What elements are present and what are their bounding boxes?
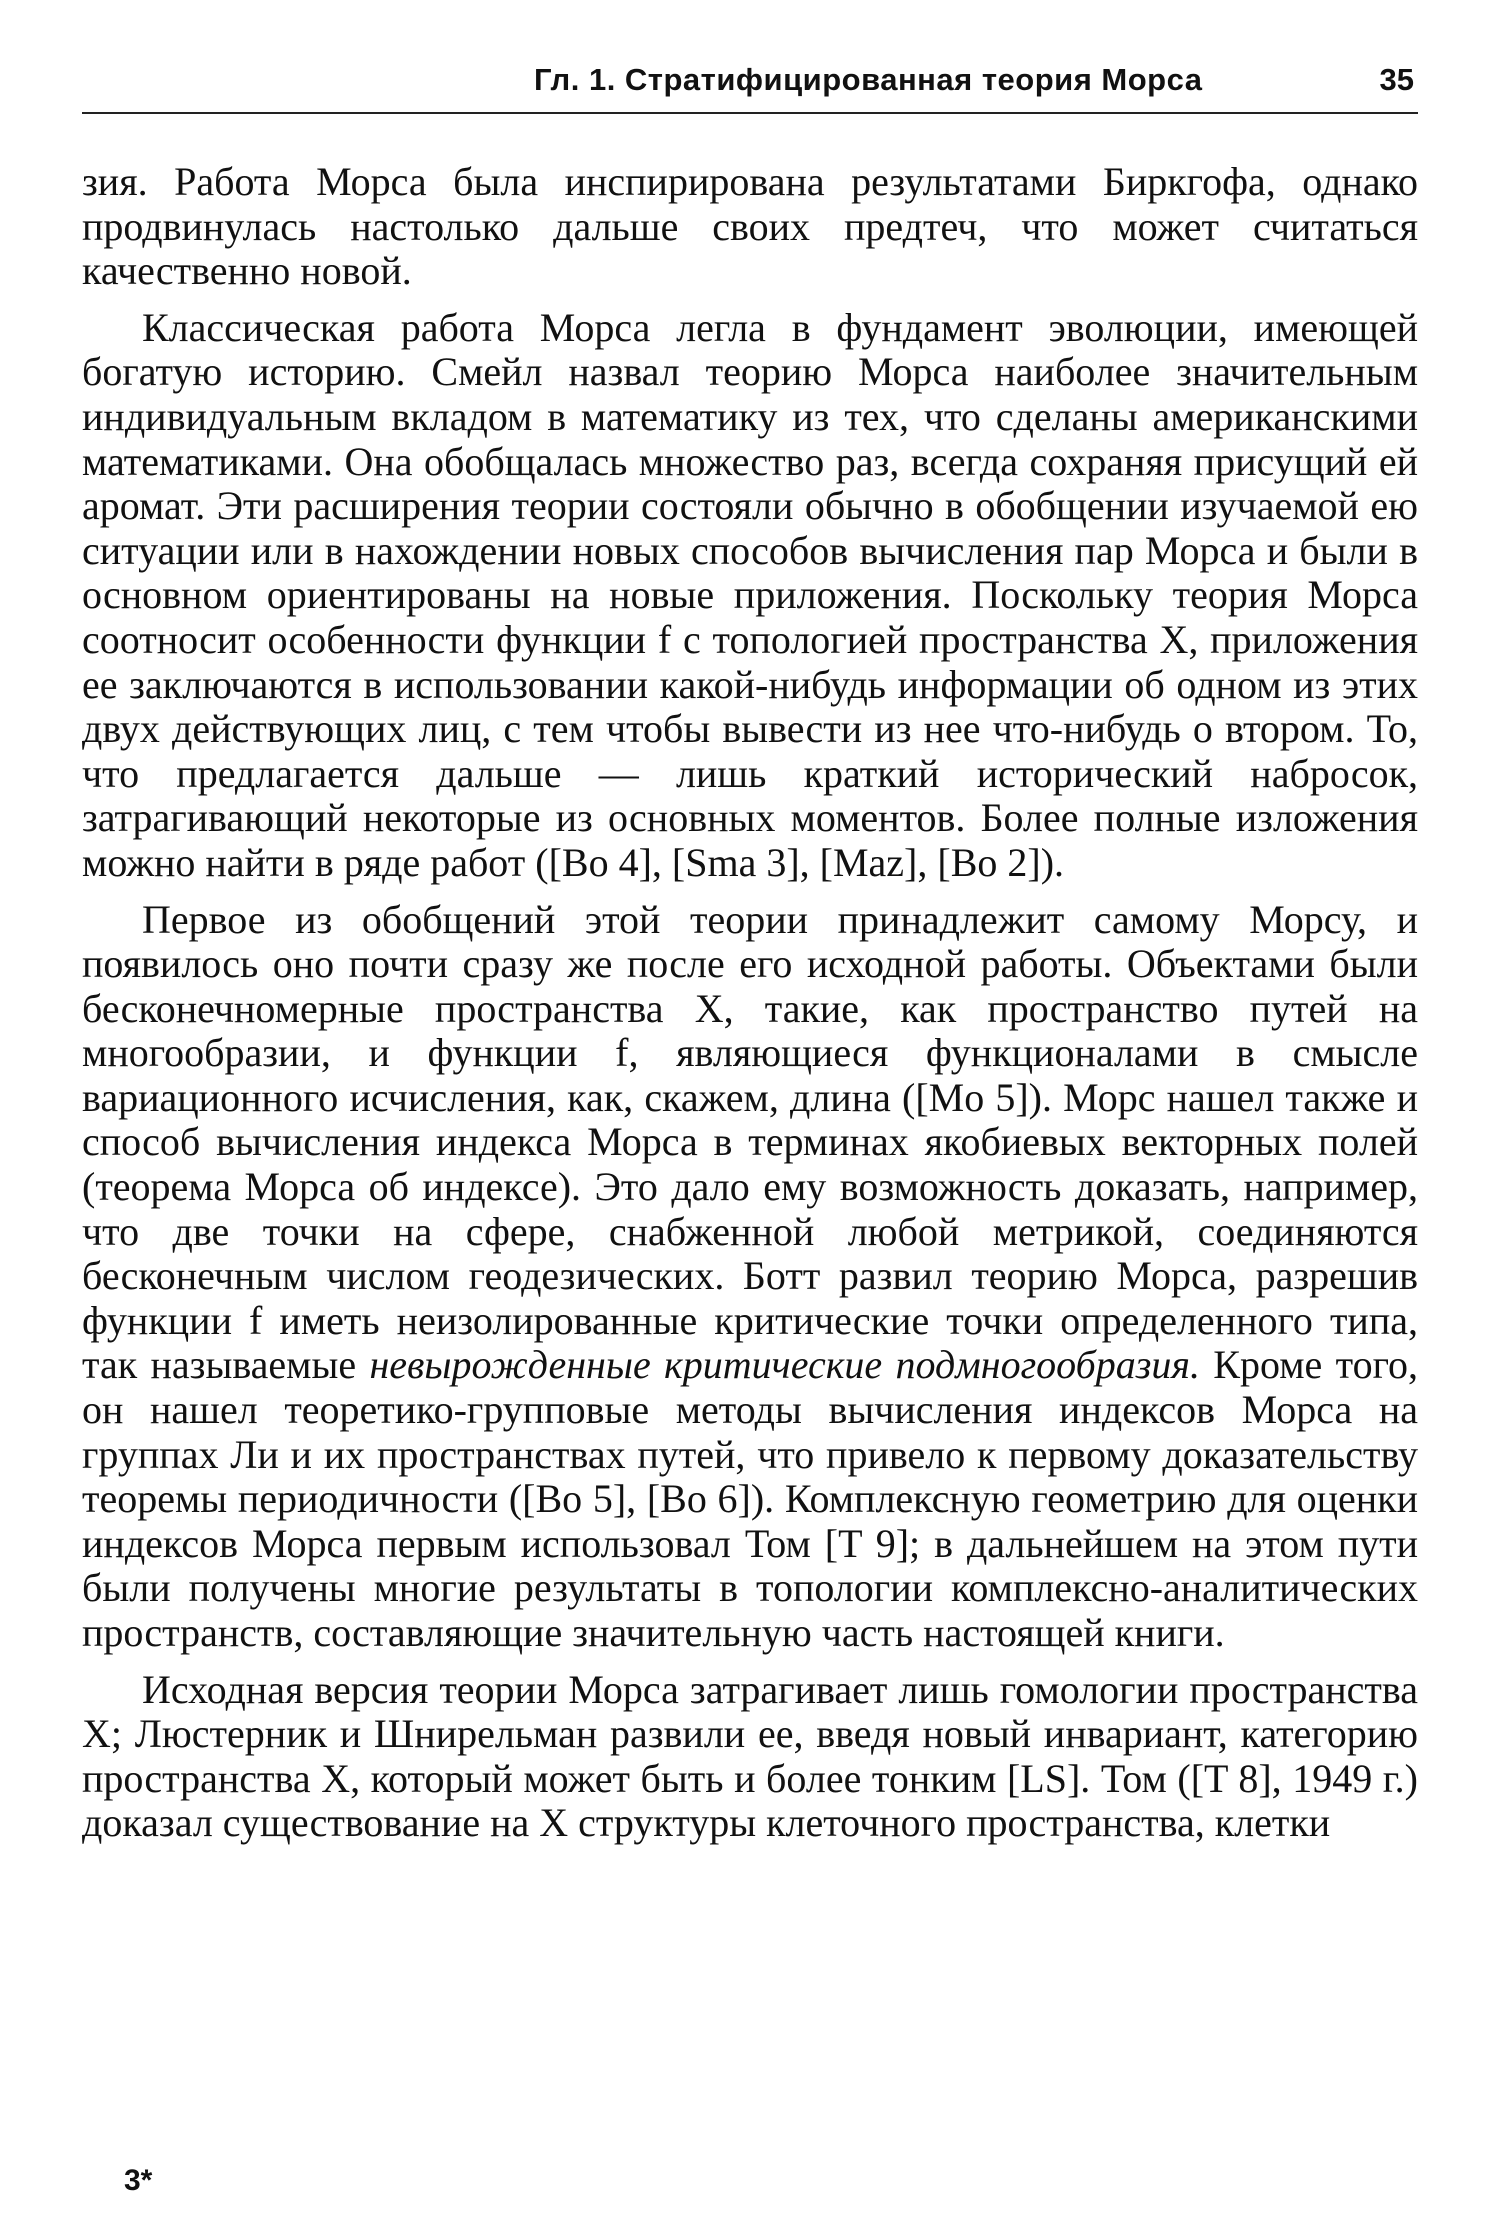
emphasized-term: невырожденные критические подмногообразия. [369, 1342, 1200, 1388]
chapter-title: Гл. 1. Стратифицированная теория Морса [534, 62, 1203, 97]
main-text [82, 160, 1418, 1858]
running-header [82, 54, 1418, 114]
paragraph-2: Классическая работа Морса легла в фундамент эволюции, имеющей богатую историю. Смейл назвал теорию Морса наиболее значительным индивидуальным вкладом в математику из тех, что сделаны американскими математиками. Она обобщалась множество раз, всегда сохраняя присущий ей аромат. Эти расширения теории состояли обычно в обобщении изучаемой ею ситуации или в нахождении новых способов вычисления пар Морса и были в основном ориентированы на новые приложения. Поскольку теория Морса соотносит особенности функции f с топологией пространства X, приложения ее заключаются в использовании какой-нибудь информации об одном из этих двух действующих лиц, с тем чтобы вывести из нее что-нибудь о втором. То, что предлагается дальше — лишь краткий исторический набросок, затрагивающий некоторые из основных моментов. Более полные изложения можно найти в ряде работ ([Bo 4], [Sma 3], [Maz], [Bo 2]). [82, 304, 1418, 885]
paragraph-4: Исходная версия теории Морса затрагивает лишь гомологии пространства X; Люстерник и Шнирельман развили ее, введя новый инвариант, категорию пространства X, который может быть и более тонким [LS]. Том ([T 8], 1949 г.) доказал существование на X структуры клеточного пространства, клетки [82, 1666, 1418, 1846]
paragraph-3-text-after: Кроме того, он нашел теоретико-групповые методы вычисления индексов Морса на группах Ли и их пространствах путей, что привело к первому доказательству теоремы периодичности ([Bo 5], [Bo 6]). Комплексную геометрию для оценки индексов Морса первым использовал Том [T 9]; в дальнейшем на этом пути были получены многие результаты в топологии комплексно-аналитических пространств, составляющие значительную часть настоящей книги. [82, 1342, 1418, 1655]
paragraph-3 [82, 898, 1418, 1656]
signature-mark: 3* [124, 2164, 153, 2197]
paragraph-3-text-before: Первое из обобщений этой теории принадлежит самому Морсу, и появилось оно почти сразу же после его исходной работы. Объектами были бесконечномерные пространства X, такие, как пространство путей на многообразии, и функции f, являющиеся функционалами в смысле вариационного исчисления, как, скажем, длина ([Mo 5]). Морс нашел также и способ вычисления индекса Морса в терминах якобиевых векторных полей (теорема Морса об индексе). Это дало ему возможность доказать, например, что две точки на сфере, снабженной любой метрикой, соединяются бесконечным числом геодезических. Ботт развил теорию Морса, разрешив функции f иметь неизолированные критические точки определенного типа, так называемые [82, 896, 1418, 1388]
paragraph-1: зия. Работа Морса была инспирирована результатами Биркгофа, однако продвинулась настолько дальше своих предтеч, что может считаться качественно новой. [82, 159, 1418, 294]
page-number: 35 [1379, 62, 1414, 97]
